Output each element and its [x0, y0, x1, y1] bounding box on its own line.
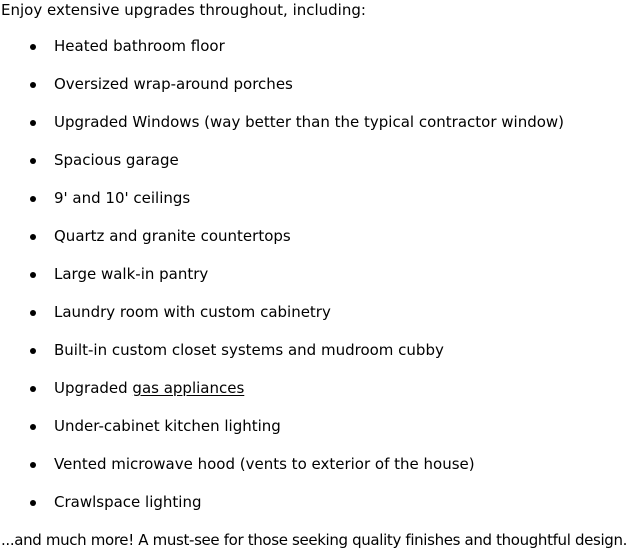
bullet-icon [30, 82, 36, 88]
list-item-text: Spacious garage [54, 151, 179, 169]
list-item-text: Under-cabinet kitchen lighting [54, 417, 281, 435]
bullet-icon [30, 424, 36, 430]
list-item-text: Upgraded Windows (way better than the typical contractor window) [54, 113, 565, 131]
list-item-text: Large walk-in pantry [54, 265, 209, 283]
bullet-icon [30, 196, 36, 202]
bullet-icon [30, 44, 36, 50]
bullet-icon [30, 120, 36, 126]
list-item-text: Oversized wrap-around porches [54, 75, 293, 93]
list-item-text [54, 378, 244, 398]
bullet-icon [30, 272, 36, 278]
list-item-text: Laundry room with custom cabinetry [54, 303, 331, 321]
list-item-text: Heated bathroom floor [54, 37, 225, 55]
bullet-icon [30, 386, 36, 392]
bullet-icon [30, 310, 36, 316]
bullet-icon [30, 462, 36, 468]
list-item-text: 9' and 10' ceilings [54, 189, 191, 207]
bullet-icon [30, 234, 36, 240]
list-item-prefix: Upgraded [54, 379, 133, 397]
bullet-icon [30, 500, 36, 506]
gas-appliances-link[interactable]: gas appliances [132, 379, 245, 397]
list-item-text: Built-in custom closet systems and mudroom cubby [54, 341, 444, 359]
outro-text: ...and much more! A must-see for those seeking quality finishes and thoughtful design. [1, 531, 628, 549]
list-item-text: Crawlspace lighting [54, 493, 202, 511]
bullet-icon [30, 158, 36, 164]
bullet-icon [30, 348, 36, 354]
list-item-text: Quartz and granite countertops [54, 227, 291, 245]
list-item-text: Vented microwave hood (vents to exterior of the house) [54, 455, 475, 473]
intro-text: Enjoy extensive upgrades throughout, including: [1, 1, 366, 19]
